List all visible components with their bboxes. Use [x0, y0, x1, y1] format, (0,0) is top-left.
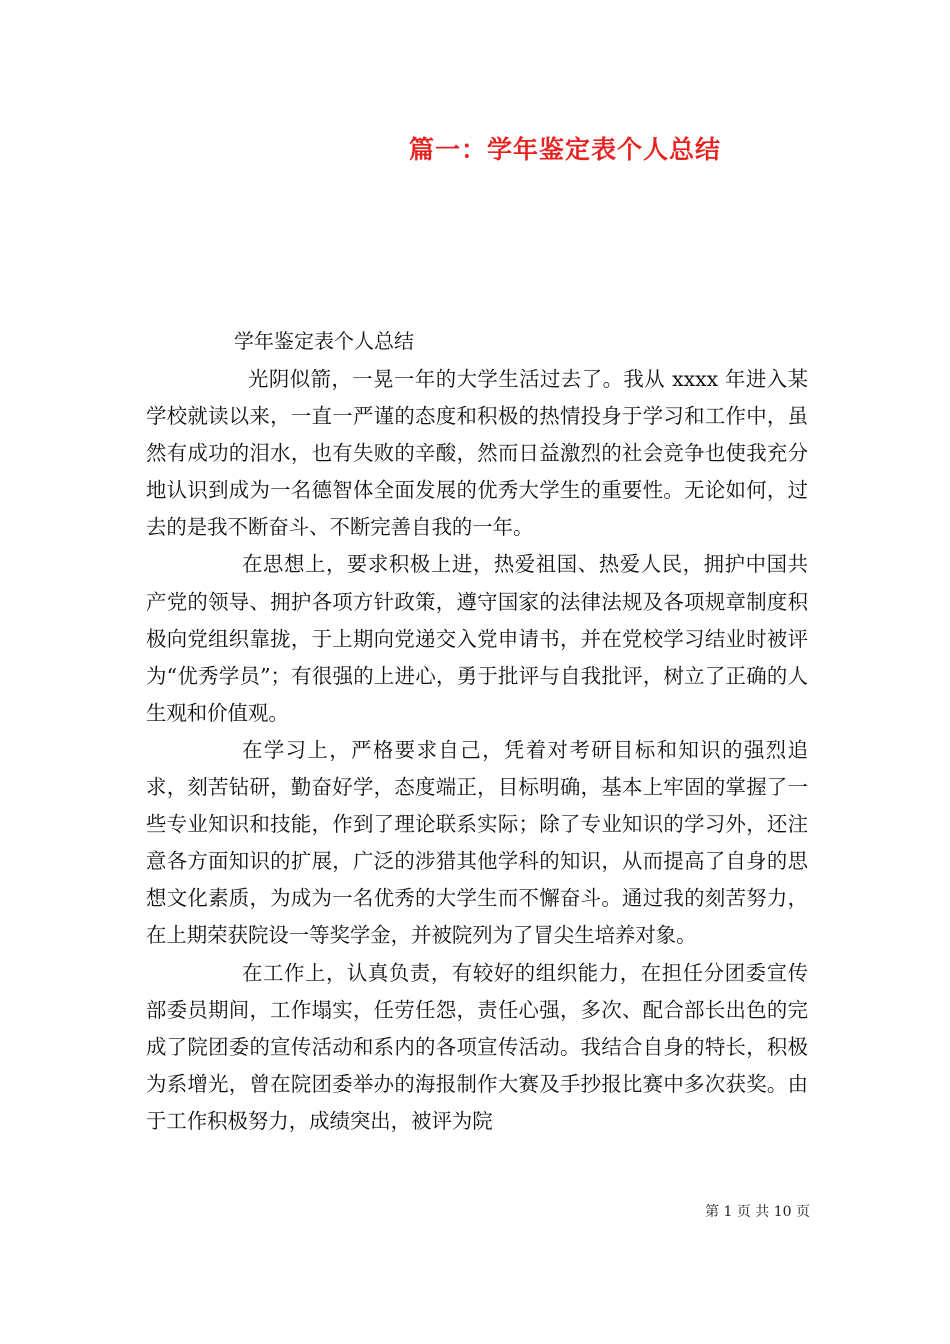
paragraph-intro: 光阴似箭，一晃一年的大学生活过去了。我从 xxxx 年进入某学校就读以来，一直一严谨的态度和积极的热情投身于学习和工作中，虽然有成功的泪水，也有失败的辛酸，然而日益激烈的社会竞争也使我充分地认识到成为一名德智体全面发展的优秀大学生的重要性。无论如何，过去的是我不断奋斗、不断完善自我的一年。: [146, 367, 808, 540]
document-title: 篇一：学年鉴定表个人总结: [408, 135, 721, 164]
paragraph-work: 在工作上，认真负责，有较好的组织能力，在担任分团委宣传部委员期间，工作塌实，任劳任怨，责任心强，多次、配合部长出色的完成了院团委的宣传活动和系内的各项宣传活动。我结合自身的特长，积极为系增光，曾在院团委举办的海报制作大赛及手抄报比赛中多次获奖。由于工作积极努力，成绩突出，被评为院: [146, 960, 808, 1133]
document-subtitle: 学年鉴定表个人总结: [234, 329, 414, 353]
paragraph-ideology: 在思想上，要求积极上进，热爱祖国、热爱人民，拥护中国共产党的领导、拥护各项方针政策，遵守国家的法律法规及各项规章制度积极向党组织靠拢，于上期向党递交入党申请书，并在党校学习结业时被评为“优秀学员”；有很强的上进心，勇于批评与自我批评，树立了正确的人生观和价值观。: [146, 552, 808, 725]
paragraph-study: 在学习上，严格要求自己，凭着对考研目标和知识的强烈追求，刻苦钻研，勤奋好学，态度端正，目标明确，基本上牢固的掌握了一些专业知识和技能，作到了理论联系实际；除了专业知识的学习外，还注意各方面知识的扩展，广泛的涉猎其他学科的知识，从而提高了自身的思想文化素质，为成为一名优秀的大学生而不懈奋斗。通过我的刻苦努力，在上期荣获院设一等奖学金，并被院列为了冒尖生培养对象。: [146, 737, 808, 948]
document-body: [146, 361, 808, 1140]
page-number-footer: 第 1 页 共 10 页: [705, 1204, 810, 1220]
